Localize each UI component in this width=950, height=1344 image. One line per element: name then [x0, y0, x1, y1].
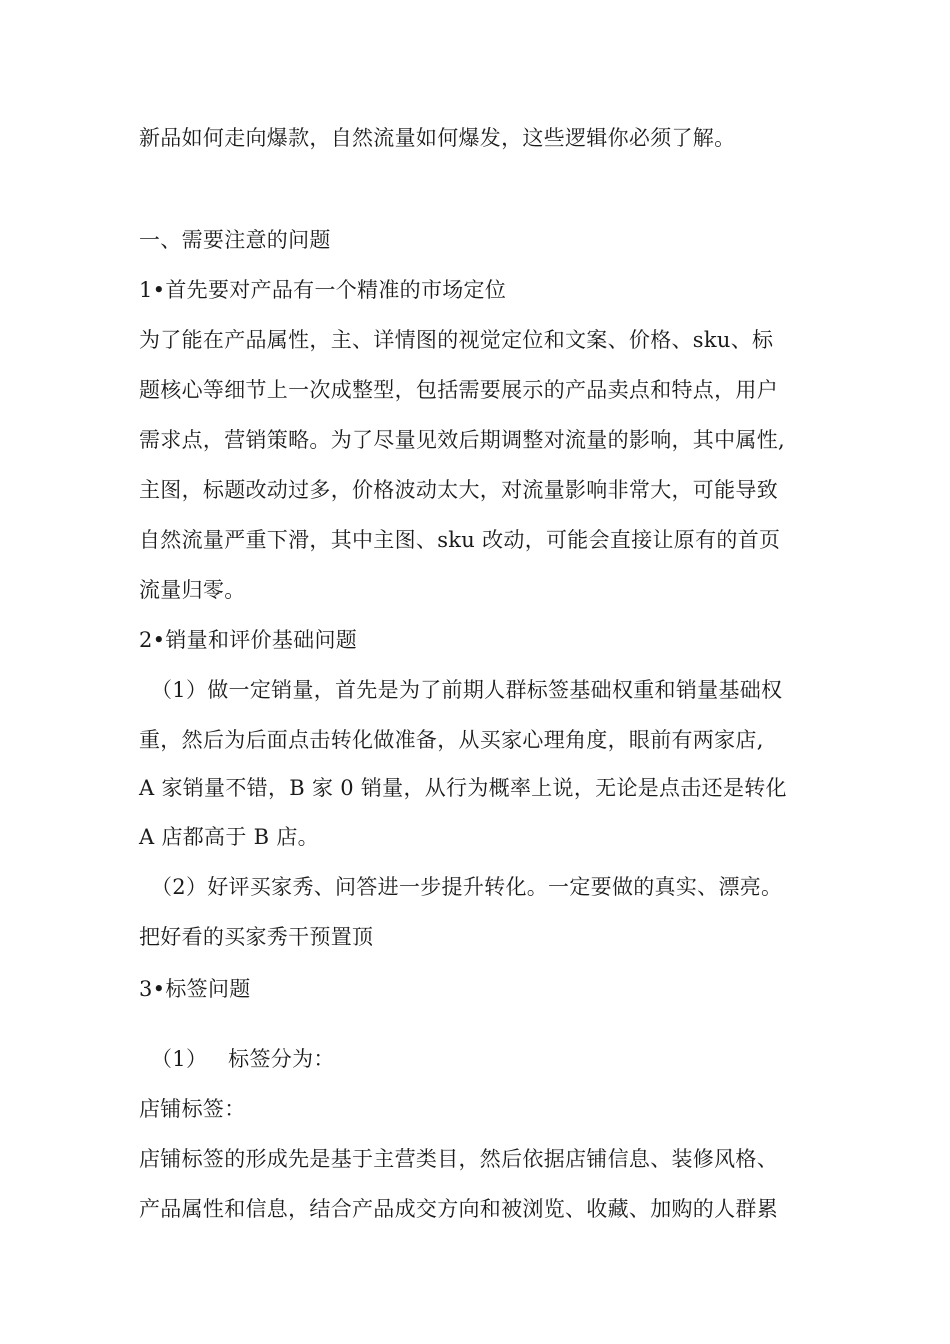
point2-line: 把好看的买家秀干预置顶	[139, 925, 374, 949]
store-label-heading: 店铺标签：	[139, 1097, 246, 1121]
point3-sub-item: （1） 标签分为：	[151, 1047, 335, 1071]
point1-line: 为了能在产品属性，主、详情图的视觉定位和文案、价格、sku、标	[139, 328, 774, 352]
point1-line: 主图，标题改动过多，价格波动太大，对流量影响非常大，可能导致	[139, 478, 778, 502]
point3-line: 店铺标签的形成先是基于主营类目，然后依据店铺信息、装修风格、	[139, 1147, 778, 1171]
point3-heading: 3•标签问题	[139, 977, 251, 1001]
point2-line: （1）做一定销量，首先是为了前期人群标签基础权重和销量基础权	[151, 678, 783, 702]
point1-line: 自然流量严重下滑，其中主图、sku 改动，可能会直接让原有的首页	[139, 528, 781, 552]
point1-line: 题核心等细节上一次成整型，包括需要展示的产品卖点和特点，用户	[139, 378, 778, 402]
point1-line: 需求点，营销策略。为了尽量见效后期调整对流量的影响，其中属性,	[139, 428, 785, 452]
point1-line: 流量归零。	[139, 578, 246, 602]
point1-heading: 1•首先要对产品有一个精准的市场定位	[139, 278, 507, 302]
point2-line: A 店都高于 B 店。	[139, 825, 319, 849]
point2-line: A 家销量不错，B 家 0 销量，从行为概率上说，无论是点击还是转化	[139, 776, 787, 800]
point2-heading: 2•销量和评价基础问题	[139, 628, 358, 652]
point2-line: 重，然后为后面点击转化做准备，从买家心理角度，眼前有两家店,	[139, 728, 764, 752]
intro-paragraph: 新品如何走向爆款，自然流量如何爆发，这些逻辑你必须了解。	[139, 126, 736, 150]
point2-line: （2）好评买家秀、问答进一步提升转化。一定要做的真实、漂亮。	[151, 875, 783, 899]
point3-line: 产品属性和信息，结合产品成交方向和被浏览、收藏、加购的人群累	[139, 1197, 778, 1221]
section-heading: 一、需要注意的问题	[139, 228, 331, 252]
